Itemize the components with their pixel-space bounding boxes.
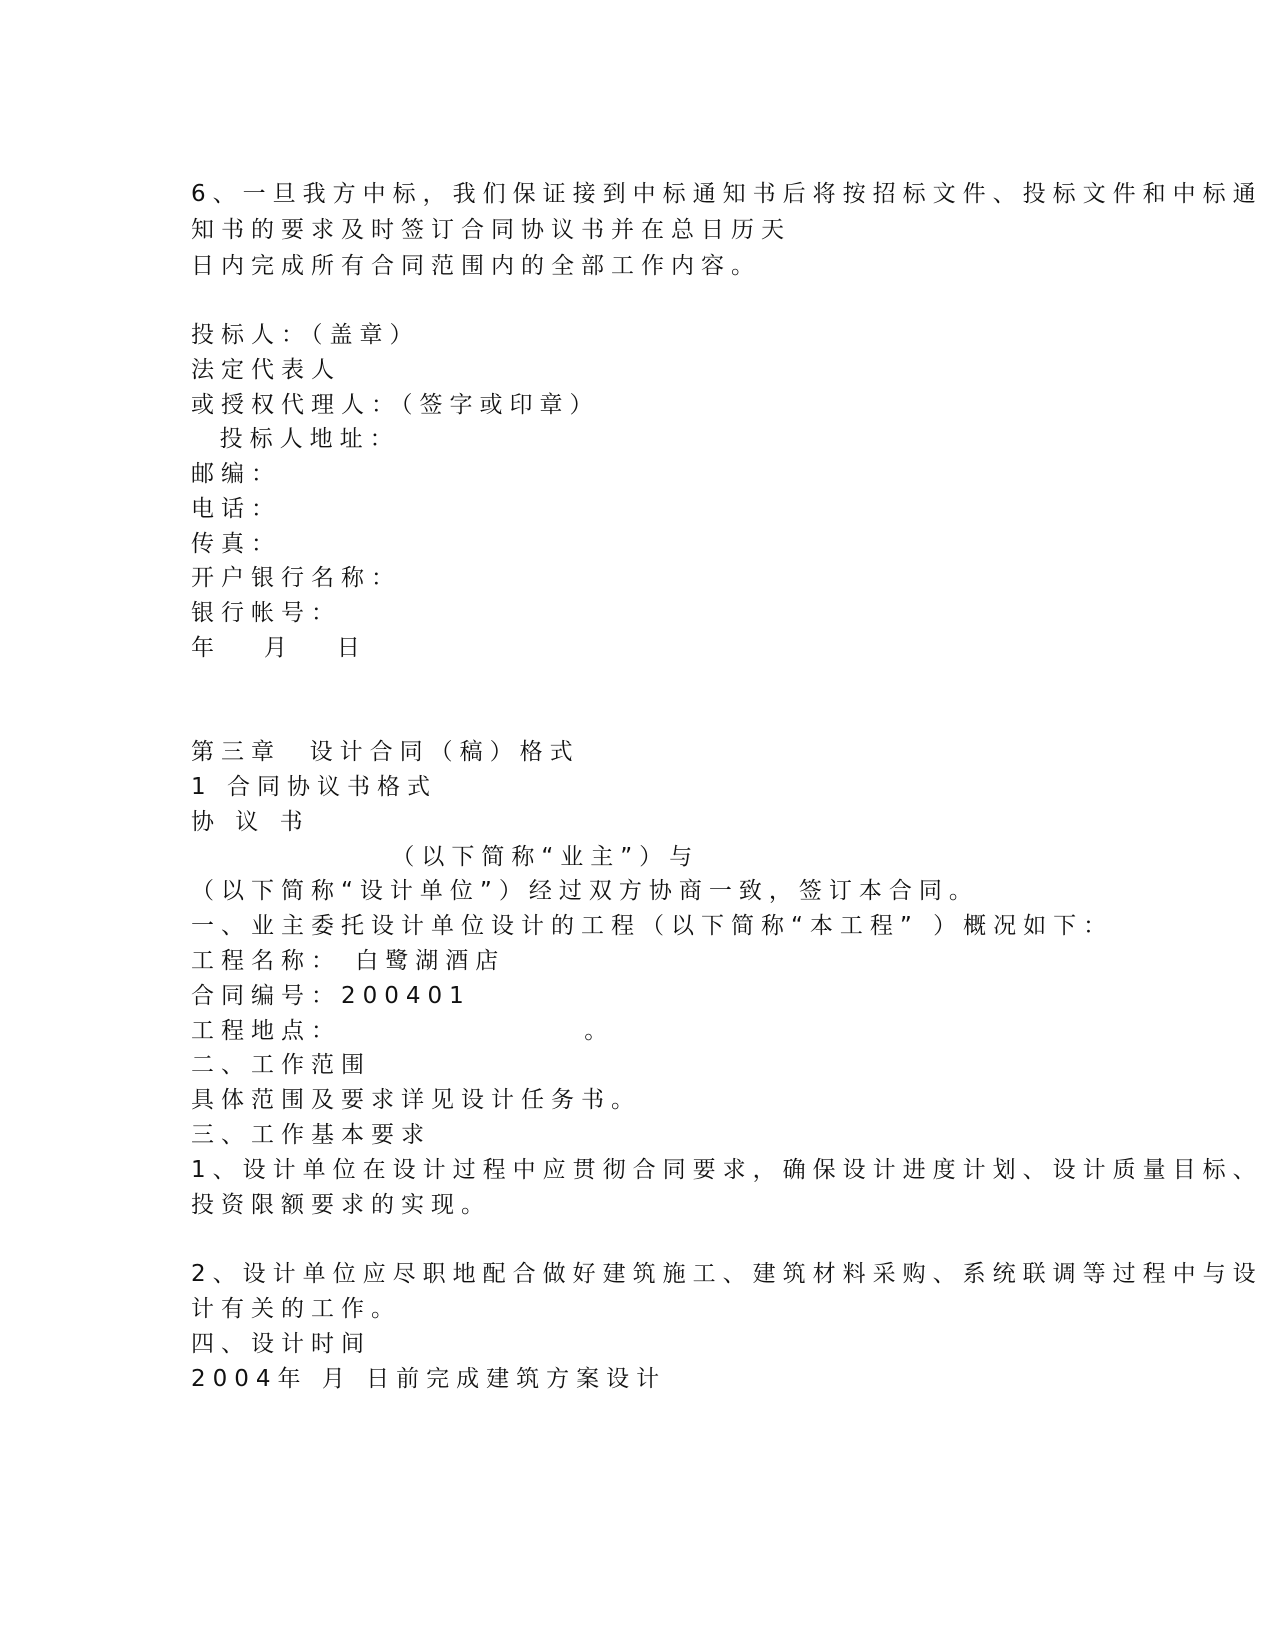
clause-6-line-1: 6、一旦我方中标，我们保证接到中标通知书后将按招标文件、投标文件和中标通: [191, 181, 1263, 207]
bank-account-line: 银行帐号：: [191, 600, 341, 626]
article-3-heading: 三、工作基本要求: [191, 1122, 431, 1148]
requirement-1-line-1: 1、设计单位在设计过程中应贯彻合同要求，确保设计进度计划、设计质量目标、: [191, 1157, 1263, 1183]
phone-line: 电话：: [191, 496, 281, 522]
party-designer-line: （以下简称“设计单位”）经过双方协商一致，签订本合同。: [191, 878, 979, 904]
party-owner-line: （以下简称“业主”）与: [191, 844, 700, 870]
chapter-heading: 第三章 设计合同（稿）格式: [191, 739, 580, 765]
article-2-heading: 二、工作范围: [191, 1052, 371, 1078]
section-heading: 1 合同协议书格式: [191, 774, 437, 800]
date-line: 年 月 日: [191, 635, 367, 661]
article-4-heading: 四、设计时间: [191, 1331, 371, 1357]
bidder-seal-line: 投标人：（盖章）: [191, 322, 420, 348]
bank-name-line: 开户银行名称：: [191, 565, 401, 591]
postcode-line: 邮编：: [191, 461, 281, 487]
fax-line: 传真：: [191, 531, 281, 557]
project-location-line: 工程地点： 。: [191, 1018, 615, 1044]
agreement-title: 协 议 书: [191, 809, 310, 835]
requirement-2-line-1: 2、设计单位应尽职地配合做好建筑施工、建筑材料采购、系统联调等过程中与设: [191, 1261, 1263, 1287]
requirement-1-line-2: 投资限额要求的实现。: [191, 1192, 491, 1218]
article-1-heading: 一、业主委托设计单位设计的工程（以下简称“本工程” ）概况如下：: [191, 913, 1114, 939]
clause-6-line-3: 日内完成所有合同范围内的全部工作内容。: [191, 253, 761, 279]
schedule-line: 2004年 月 日前完成建筑方案设计: [191, 1366, 667, 1392]
clause-6-line-2: 知书的要求及时签订合同协议书并在总日历天: [191, 217, 791, 243]
legal-representative-line: 法定代表人: [191, 357, 341, 383]
contract-number-line: 合同编号：200401: [191, 983, 471, 1009]
bidder-address-line: 投标人地址：: [191, 426, 400, 452]
requirement-2-line-2: 计有关的工作。: [191, 1296, 401, 1322]
article-2-text: 具体范围及要求详见设计任务书。: [191, 1087, 641, 1113]
authorized-agent-line: 或授权代理人：（签字或印章）: [191, 392, 600, 418]
project-name-line: 工程名称： 白鹭湖酒店: [191, 948, 506, 974]
